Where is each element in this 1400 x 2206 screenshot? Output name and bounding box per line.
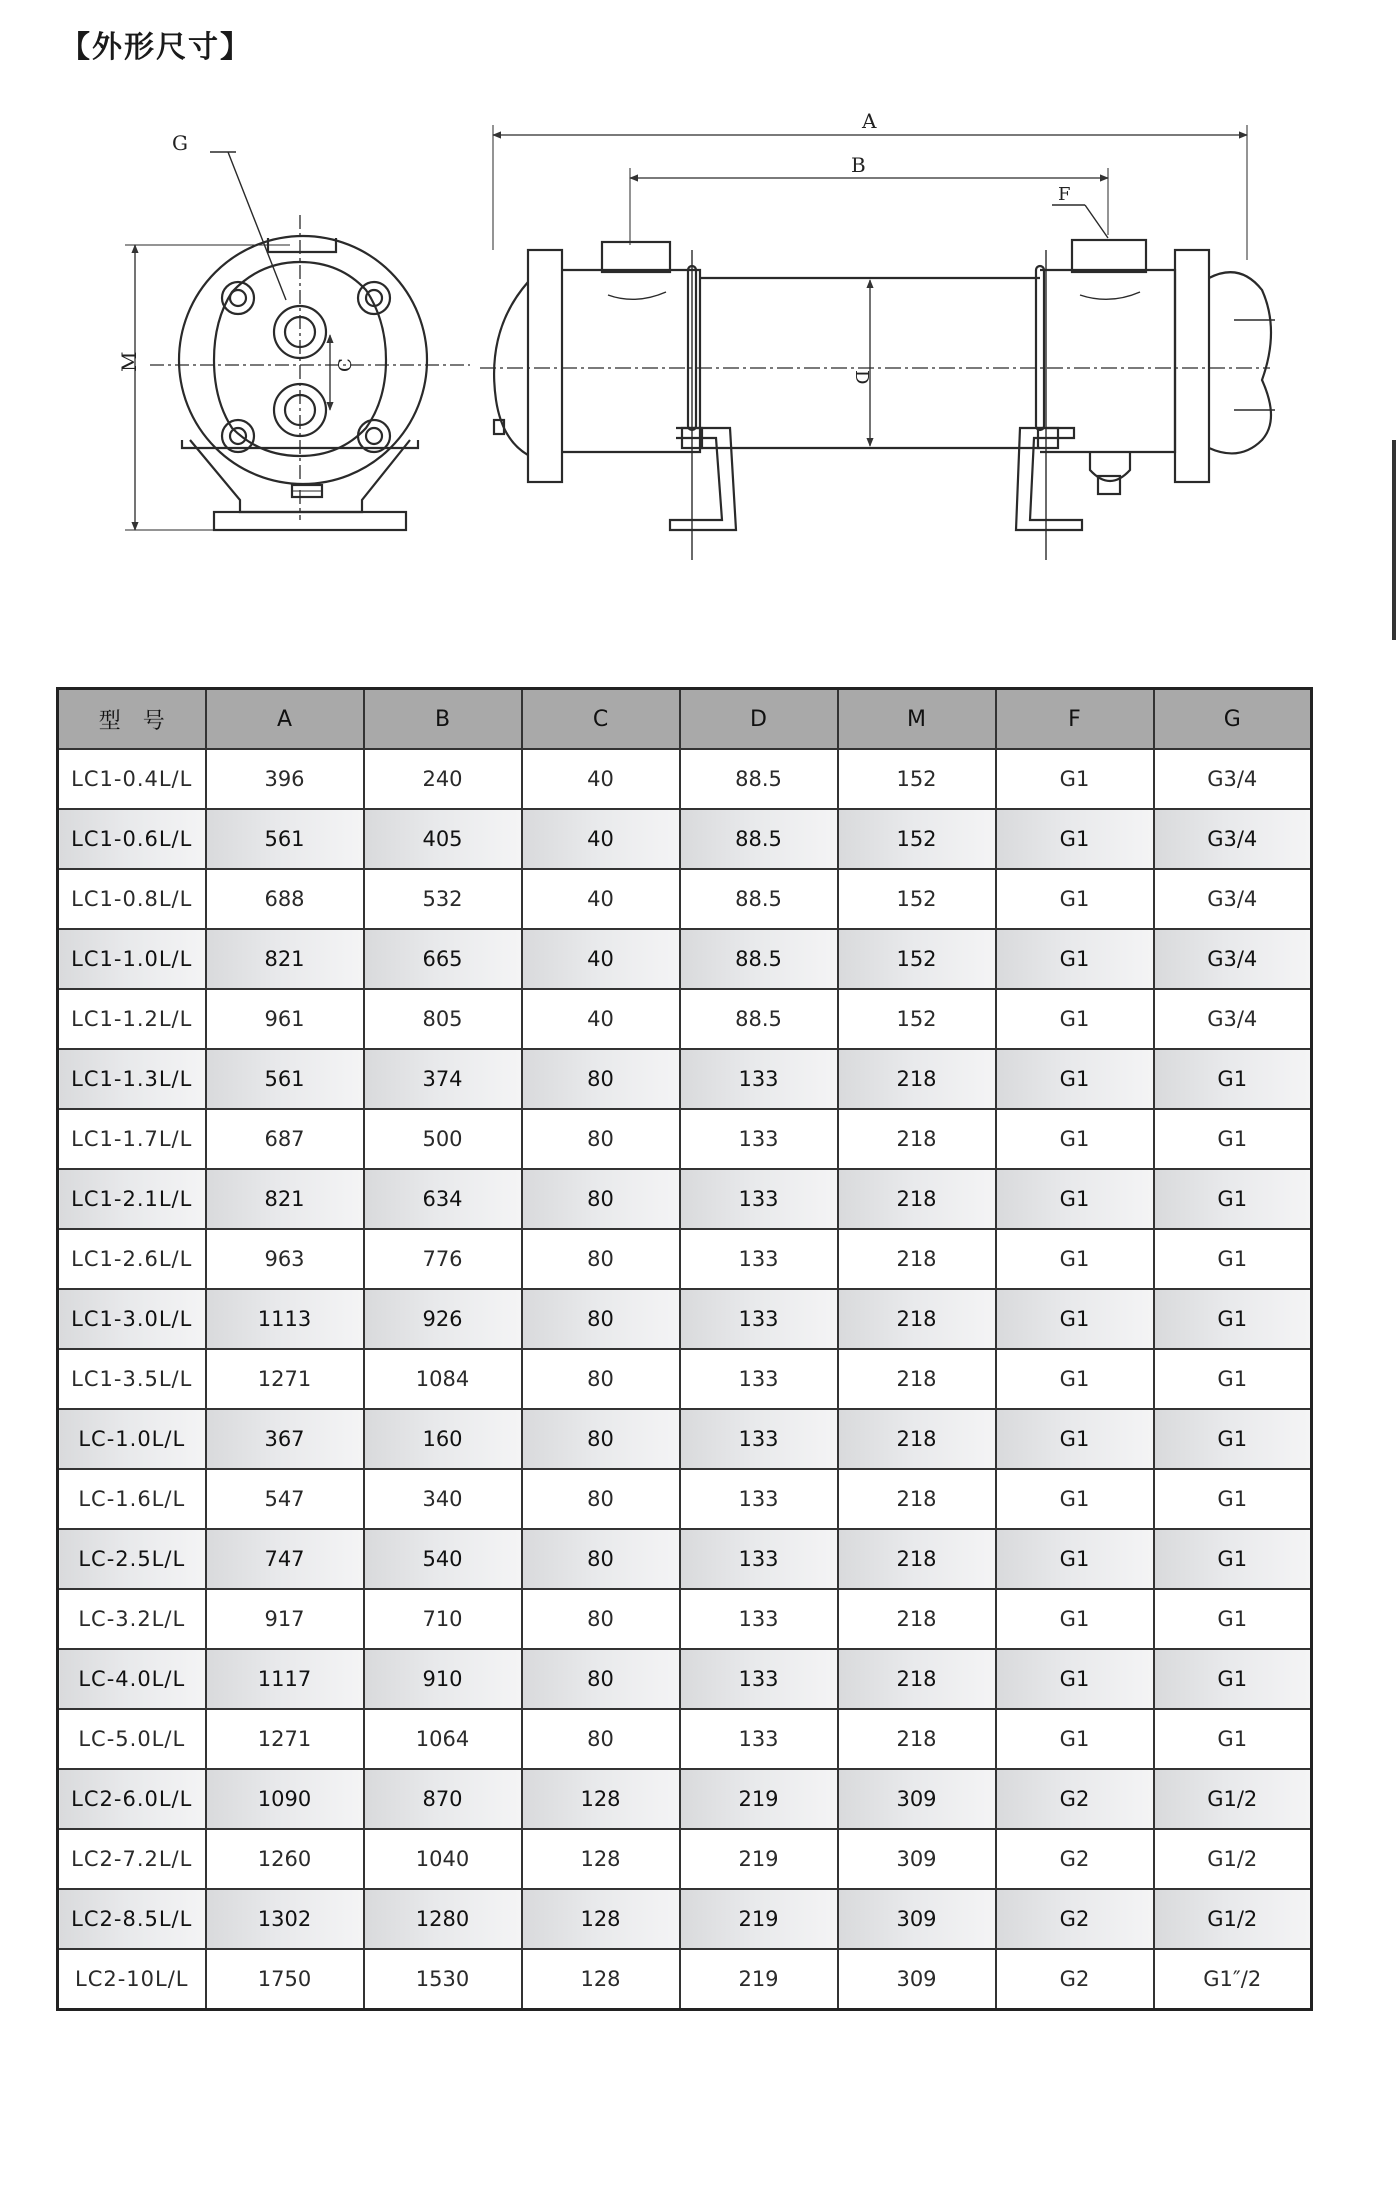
g-cell: G1 [1154, 1529, 1312, 1589]
c-cell: 80 [522, 1529, 680, 1589]
page-title: 【外形尺寸】 [60, 30, 252, 65]
table-row [58, 1469, 1312, 1529]
model-cell: LC-3.2L/L [58, 1589, 206, 1649]
table-row [58, 869, 1312, 929]
b-cell: 1280 [364, 1889, 522, 1949]
f-cell: G2 [996, 1949, 1154, 2010]
f-cell: G2 [996, 1889, 1154, 1949]
g-cell: G3/4 [1154, 989, 1312, 1049]
g-cell: G1 [1154, 1709, 1312, 1769]
table-row [58, 929, 1312, 989]
a-cell: 396 [206, 749, 364, 809]
c-cell: 80 [522, 1589, 680, 1649]
g-cell: G1 [1154, 1169, 1312, 1229]
model-cell: LC2-6.0L/L [58, 1769, 206, 1829]
dimension-table [56, 687, 1313, 2011]
f-cell: G1 [996, 1289, 1154, 1349]
label-g: G [172, 131, 188, 155]
label-m: M [117, 351, 141, 372]
table-row [58, 1349, 1312, 1409]
m-cell: 218 [838, 1169, 996, 1229]
model-cell: LC1-0.6L/L [58, 809, 206, 869]
d-cell: 133 [680, 1229, 838, 1289]
d-cell: 133 [680, 1529, 838, 1589]
table-row [58, 1049, 1312, 1109]
b-cell: 405 [364, 809, 522, 869]
a-cell: 963 [206, 1229, 364, 1289]
table-row [58, 1409, 1312, 1469]
c-cell: 40 [522, 749, 680, 809]
c-cell: 40 [522, 869, 680, 929]
f-cell: G1 [996, 1169, 1154, 1229]
m-cell: 218 [838, 1469, 996, 1529]
model-cell: LC1-2.6L/L [58, 1229, 206, 1289]
m-cell: 152 [838, 869, 996, 929]
d-cell: 219 [680, 1949, 838, 2010]
g-cell: G3/4 [1154, 929, 1312, 989]
b-cell: 870 [364, 1769, 522, 1829]
f-cell: G1 [996, 1649, 1154, 1709]
model-cell: LC1-3.5L/L [58, 1349, 206, 1409]
model-cell: LC-1.0L/L [58, 1409, 206, 1469]
m-cell: 218 [838, 1229, 996, 1289]
d-cell: 133 [680, 1409, 838, 1469]
c-cell: 80 [522, 1409, 680, 1469]
a-cell: 1750 [206, 1949, 364, 2010]
f-cell: G1 [996, 809, 1154, 869]
a-cell: 688 [206, 869, 364, 929]
g-cell: G1 [1154, 1229, 1312, 1289]
model-cell: LC2-8.5L/L [58, 1889, 206, 1949]
c-cell: 128 [522, 1829, 680, 1889]
a-cell: 687 [206, 1109, 364, 1169]
g-cell: G1/2 [1154, 1889, 1312, 1949]
c-cell: 128 [522, 1889, 680, 1949]
model-cell: LC-4.0L/L [58, 1649, 206, 1709]
g-cell: G1 [1154, 1589, 1312, 1649]
model-cell: LC1-0.4L/L [58, 749, 206, 809]
b-cell: 1084 [364, 1349, 522, 1409]
a-cell: 1117 [206, 1649, 364, 1709]
label-d: D [851, 370, 872, 385]
page-edge-mark [1392, 440, 1396, 640]
table-row [58, 1889, 1312, 1949]
f-cell: G1 [996, 1469, 1154, 1529]
m-cell: 218 [838, 1649, 996, 1709]
model-cell: LC2-10L/L [58, 1949, 206, 2010]
m-cell: 309 [838, 1889, 996, 1949]
c-cell: 80 [522, 1349, 680, 1409]
header-c: C [522, 689, 680, 750]
model-cell: LC1-1.0L/L [58, 929, 206, 989]
c-cell: 80 [522, 1289, 680, 1349]
d-cell: 133 [680, 1649, 838, 1709]
d-cell: 219 [680, 1769, 838, 1829]
g-cell: G3/4 [1154, 869, 1312, 929]
m-cell: 218 [838, 1109, 996, 1169]
f-cell: G1 [996, 1409, 1154, 1469]
d-cell: 133 [680, 1289, 838, 1349]
c-cell: 80 [522, 1469, 680, 1529]
header-m: M [838, 689, 996, 750]
b-cell: 926 [364, 1289, 522, 1349]
a-cell: 747 [206, 1529, 364, 1589]
b-cell: 910 [364, 1649, 522, 1709]
m-cell: 218 [838, 1289, 996, 1349]
table-row [58, 749, 1312, 809]
a-cell: 1271 [206, 1349, 364, 1409]
b-cell: 1040 [364, 1829, 522, 1889]
g-cell: G3/4 [1154, 749, 1312, 809]
table-row [58, 1229, 1312, 1289]
m-cell: 218 [838, 1709, 996, 1769]
m-cell: 309 [838, 1949, 996, 2010]
b-cell: 776 [364, 1229, 522, 1289]
model-cell: LC-2.5L/L [58, 1529, 206, 1589]
f-cell: G1 [996, 1589, 1154, 1649]
table-row [58, 1529, 1312, 1589]
table-row [58, 1829, 1312, 1889]
b-cell: 634 [364, 1169, 522, 1229]
table-header-row [58, 689, 1312, 750]
g-cell: G1 [1154, 1649, 1312, 1709]
model-cell: LC1-0.8L/L [58, 869, 206, 929]
b-cell: 160 [364, 1409, 522, 1469]
header-f: F [996, 689, 1154, 750]
m-cell: 152 [838, 929, 996, 989]
d-cell: 88.5 [680, 809, 838, 869]
c-cell: 80 [522, 1649, 680, 1709]
model-cell: LC1-1.7L/L [58, 1109, 206, 1169]
m-cell: 218 [838, 1589, 996, 1649]
f-cell: G1 [996, 929, 1154, 989]
a-cell: 1113 [206, 1289, 364, 1349]
f-cell: G1 [996, 1109, 1154, 1169]
m-cell: 218 [838, 1049, 996, 1109]
header-model: 型 号 [58, 689, 206, 750]
g-cell: G1 [1154, 1349, 1312, 1409]
a-cell: 961 [206, 989, 364, 1049]
d-cell: 133 [680, 1169, 838, 1229]
table-row [58, 1169, 1312, 1229]
side-view [480, 125, 1275, 560]
label-f: F [1058, 184, 1071, 205]
f-cell: G1 [996, 1529, 1154, 1589]
b-cell: 532 [364, 869, 522, 929]
a-cell: 367 [206, 1409, 364, 1469]
model-cell: LC-5.0L/L [58, 1709, 206, 1769]
g-cell: G1″/2 [1154, 1949, 1312, 2010]
f-cell: G1 [996, 1049, 1154, 1109]
b-cell: 1064 [364, 1709, 522, 1769]
b-cell: 540 [364, 1529, 522, 1589]
d-cell: 133 [680, 1589, 838, 1649]
f-cell: G2 [996, 1769, 1154, 1829]
m-cell: 152 [838, 989, 996, 1049]
d-cell: 133 [680, 1049, 838, 1109]
f-cell: G1 [996, 989, 1154, 1049]
model-cell: LC1-1.2L/L [58, 989, 206, 1049]
m-cell: 218 [838, 1409, 996, 1469]
g-cell: G3/4 [1154, 809, 1312, 869]
table-row [58, 1109, 1312, 1169]
table-row [58, 1949, 1312, 2010]
a-cell: 1090 [206, 1769, 364, 1829]
label-b: B [851, 153, 866, 177]
table-row [58, 1589, 1312, 1649]
b-cell: 240 [364, 749, 522, 809]
g-cell: G1/2 [1154, 1829, 1312, 1889]
m-cell: 309 [838, 1769, 996, 1829]
model-cell: LC1-2.1L/L [58, 1169, 206, 1229]
table-row [58, 1289, 1312, 1349]
f-cell: G1 [996, 749, 1154, 809]
d-cell: 88.5 [680, 929, 838, 989]
c-cell: 40 [522, 929, 680, 989]
a-cell: 561 [206, 1049, 364, 1109]
c-cell: 80 [522, 1109, 680, 1169]
b-cell: 665 [364, 929, 522, 989]
table-row [58, 1769, 1312, 1829]
header-g: G [1154, 689, 1312, 750]
b-cell: 1530 [364, 1949, 522, 2010]
model-cell: LC-1.6L/L [58, 1469, 206, 1529]
b-cell: 500 [364, 1109, 522, 1169]
c-cell: 80 [522, 1049, 680, 1109]
table-row [58, 989, 1312, 1049]
a-cell: 821 [206, 929, 364, 989]
g-cell: G1 [1154, 1409, 1312, 1469]
dimension-drawing [0, 0, 1400, 640]
f-cell: G1 [996, 1709, 1154, 1769]
c-cell: 128 [522, 1949, 680, 2010]
a-cell: 917 [206, 1589, 364, 1649]
a-cell: 1271 [206, 1709, 364, 1769]
label-a: A [862, 109, 877, 133]
header-a: A [206, 689, 364, 750]
m-cell: 218 [838, 1529, 996, 1589]
c-cell: 40 [522, 989, 680, 1049]
d-cell: 219 [680, 1889, 838, 1949]
d-cell: 133 [680, 1349, 838, 1409]
c-cell: 80 [522, 1169, 680, 1229]
m-cell: 218 [838, 1349, 996, 1409]
c-cell: 40 [522, 809, 680, 869]
a-cell: 547 [206, 1469, 364, 1529]
label-c: C [335, 358, 356, 372]
g-cell: G1/2 [1154, 1769, 1312, 1829]
end-view [125, 152, 470, 530]
d-cell: 133 [680, 1469, 838, 1529]
g-cell: G1 [1154, 1049, 1312, 1109]
model-cell: LC1-1.3L/L [58, 1049, 206, 1109]
f-cell: G1 [996, 869, 1154, 929]
g-cell: G1 [1154, 1469, 1312, 1529]
d-cell: 88.5 [680, 869, 838, 929]
c-cell: 80 [522, 1709, 680, 1769]
d-cell: 133 [680, 1709, 838, 1769]
g-cell: G1 [1154, 1109, 1312, 1169]
b-cell: 374 [364, 1049, 522, 1109]
table-row [58, 809, 1312, 869]
m-cell: 152 [838, 809, 996, 869]
d-cell: 133 [680, 1109, 838, 1169]
a-cell: 1302 [206, 1889, 364, 1949]
a-cell: 821 [206, 1169, 364, 1229]
f-cell: G2 [996, 1829, 1154, 1889]
table-row [58, 1709, 1312, 1769]
m-cell: 309 [838, 1829, 996, 1889]
table-row [58, 1649, 1312, 1709]
header-b: B [364, 689, 522, 750]
model-cell: LC1-3.0L/L [58, 1289, 206, 1349]
model-cell: LC2-7.2L/L [58, 1829, 206, 1889]
f-cell: G1 [996, 1349, 1154, 1409]
d-cell: 88.5 [680, 989, 838, 1049]
c-cell: 128 [522, 1769, 680, 1829]
a-cell: 1260 [206, 1829, 364, 1889]
g-cell: G1 [1154, 1289, 1312, 1349]
m-cell: 152 [838, 749, 996, 809]
d-cell: 219 [680, 1829, 838, 1889]
header-d: D [680, 689, 838, 750]
f-cell: G1 [996, 1229, 1154, 1289]
b-cell: 340 [364, 1469, 522, 1529]
c-cell: 80 [522, 1229, 680, 1289]
a-cell: 561 [206, 809, 364, 869]
b-cell: 710 [364, 1589, 522, 1649]
d-cell: 88.5 [680, 749, 838, 809]
b-cell: 805 [364, 989, 522, 1049]
